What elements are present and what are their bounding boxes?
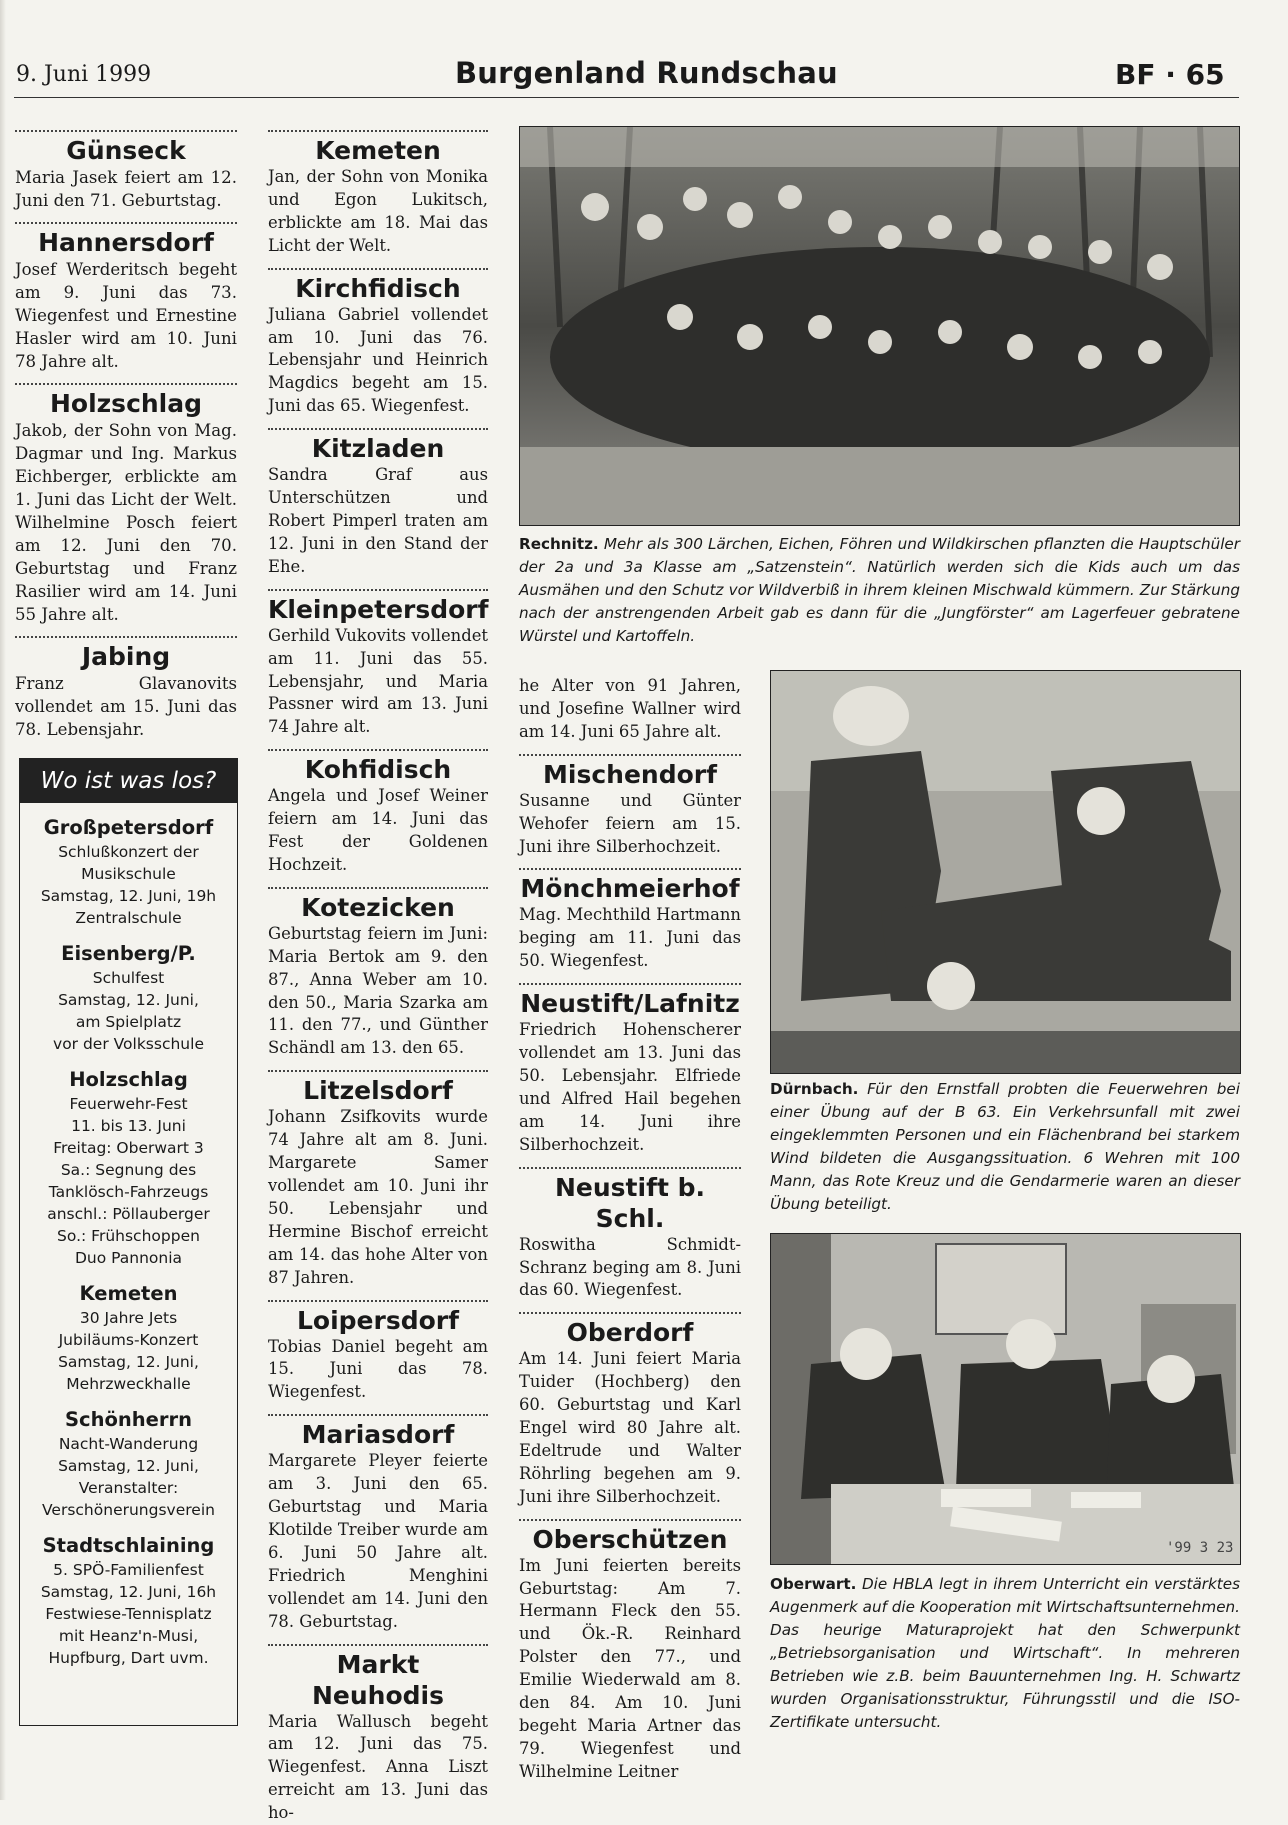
col2-entry [268,749,488,877]
event-line: Feuerwehr-Fest [24,1093,233,1115]
event-line: anschl.: Pöllauberger [24,1203,233,1225]
col1-entry [15,636,237,741]
entry-text: Roswitha Schmidt-Schranz beging am 8. Juni das 60. Wiegenfest. [519,1234,741,1303]
entry-text: Maria Wallusch begeht am 12. Juni das 75. Wiegenfest. Anna Liszt erreicht am 13. Juni das ho- [268,1711,488,1825]
caption-text: Für den Ernstfall probten die Feuerwehren bei einer Übung auf der B 63. Ein Verkehrsunfall mit zwei eingeklemmten Personen und ein Flächenbrand bei starkem Wind bildeten die Ausgangssituation. 6 Wehren mit 100 Mann, das Rote Kreuz und die Gendarmerie waren an dieser Übung beteiligt. [770,1080,1240,1213]
dotted-divider [268,1414,488,1416]
fire-drill-graphic [771,671,1240,1073]
event-item [20,1067,237,1269]
issue-date: 9. Juni 1999 [16,62,151,87]
column-2 [268,120,488,1825]
entry-text: Geburtstag feiern im Juni: Maria Bertok am 9. den 87., Anna Weber am 10. den 50., Maria Szarka am 11. den 77., und Günther Schändl am 13. den 65. [268,923,488,1060]
town-heading: Holzschlag [15,388,237,419]
col2-entry [268,268,488,419]
event-line: Verschönerungsverein [24,1499,233,1521]
col3-entry [519,868,741,973]
event-line: Schlußkonzert der [24,841,233,863]
dotted-divider [268,887,488,889]
town-heading: Oberdorf [519,1317,741,1348]
col2-entry [268,1070,488,1289]
town-heading: Günseck [15,135,237,166]
event-line: Jubiläums-Konzert [24,1329,233,1351]
col2-entry [268,1300,488,1405]
town-heading: Markt Neuhodis [268,1649,488,1711]
town-heading: Mariasdorf [268,1419,488,1450]
event-town: Schönherrn [24,1407,233,1433]
town-heading: Kotezicken [268,892,488,923]
event-town: Holzschlag [24,1067,233,1093]
caption-text: Die HBLA legt in ihrem Unterricht ein verstärktes Augenmerk auf die Kooperation mit Wirtschaftsunternehmen. Das heurige Maturaprojekt hat den Schwerpunkt „Betriebsorganisation und Wirtschaft“. In mehreren Betrieben wie z.B. beim Bauunternehmen Ing. H. Schwartz wurden Organisationsstruktur, Führungsstil und die ISO-Zertifikate untersucht. [770,1575,1240,1731]
entry-text: Franz Glavanovits vollendet am 15. Juni das 78. Lebensjahr. [15,672,237,741]
photo-oberwart-meeting [770,1233,1241,1565]
town-heading: Mischendorf [519,759,741,790]
event-item [20,815,237,929]
town-heading: Kohfidisch [268,754,488,785]
entry-text: Josef Werderitsch begeht am 9. Juni das 73. Wiegenfest und Ernestine Hasler wird am 10. Juni 78 Jahre alt. [15,258,237,373]
dotted-divider [15,636,237,638]
event-town: Kemeten [24,1281,233,1307]
caption-rechnitz [519,533,1240,648]
events-box [19,758,238,1726]
col2-entry [268,887,488,1060]
event-line: Duo Pannonia [24,1247,233,1269]
dotted-divider [268,1300,488,1302]
meeting-photo-graphic [771,1234,1240,1564]
event-line: Hupfburg, Dart uvm. [24,1647,233,1669]
caption-place: Oberwart. [770,1575,856,1593]
header-rule [14,97,1239,98]
dotted-divider [268,428,488,430]
town-heading: Hannersdorf [15,227,237,258]
event-item [20,1533,237,1669]
entry-text: Sandra Graf aus Unterschützen und Robert Pimperl traten am 12. Juni in den Stand der Ehe. [268,464,488,579]
entry-text: Susanne und Günter Wehofer feiern am 15. Juni ihre Silberhochzeit. [519,790,741,859]
caption-place: Rechnitz. [519,535,599,553]
event-line: Festwiese-Tennisplatz [24,1603,233,1625]
caption-oberwart [770,1573,1240,1734]
event-town: Eisenberg/P. [24,941,233,967]
dotted-divider [519,1312,741,1314]
caption-duernbach [770,1078,1240,1216]
event-item [20,1281,237,1395]
col2-entry [268,130,488,258]
town-heading: Kleinpetersdorf [268,594,488,625]
col2-entry [268,428,488,579]
dotted-divider [15,130,237,132]
col2-entry [268,1644,488,1825]
event-line: 30 Jahre Jets [24,1307,233,1329]
event-line: Sa.: Segnung des [24,1159,233,1181]
entry-text: Mag. Mechthild Hartmann beging am 11. Juni das 50. Wiegenfest. [519,904,741,973]
caption-text: Mehr als 300 Lärchen, Eichen, Föhren und Wildkirschen pflanzten die Hauptschüler der 2a und 3a Klasse am „Satzenstein“. Natürlich werden sich die Kids auch um das Ausmähen und den Schutz vor Wildverbiß in ihrem kleinen Mischwald kümmern. Zur Stärkung nach der anstrengenden Arbeit gab es dann für die „Jungförster“ am Lagerfeuer gebratene Würstel und Kartoffeln. [519,535,1240,645]
col1-entry [15,222,237,373]
dotted-divider [519,1519,741,1521]
col3-entry [519,754,741,859]
event-line: Samstag, 12. Juni, [24,1455,233,1477]
entry-text: Im Juni feierten bereits Geburtstag: Am 7. Hermann Fleck den 55. und Ök.-R. Reinhard Polster den 77., und Emilie Wiederwald am 8. den 84. Am 10. Juni begeht Maria Artner das 79. Wiegenfest und Wilhelmine Leitner [519,1555,741,1784]
town-heading: Loipersdorf [268,1305,488,1336]
col2-entry [268,589,488,740]
event-line: Zentralschule [24,907,233,929]
col3-entry [519,983,741,1156]
event-line: 11. bis 13. Juni [24,1115,233,1137]
col1-entry [15,130,237,212]
event-line: So.: Frühschoppen [24,1225,233,1247]
col2-entry [268,1414,488,1633]
entry-text: Maria Jasek feiert am 12. Juni den 71. Geburtstag. [15,166,237,212]
event-item [20,1407,237,1521]
col1-entry [15,383,237,626]
event-line: Veranstalter: [24,1477,233,1499]
event-item [20,941,237,1055]
newspaper-title: Burgenland Rundschau [455,56,838,90]
dotted-divider [268,1070,488,1072]
event-line: Samstag, 12. Juni, 16h [24,1581,233,1603]
column-1 [15,120,237,741]
entry-text: Margarete Pleyer feierte am 3. Juni den 65. Geburtstag und Maria Klotilde Treiber wurde am 6. Juni 50 Jahre alt. Friedrich Menghini vollendet am 14. Juni den 78. Geburtstag. [268,1450,488,1633]
dotted-divider [268,749,488,751]
photo-date-stamp: '99 3 23 [1166,1540,1233,1556]
col3-entry [519,1167,741,1303]
entry-text: Jan, der Sohn von Monika und Egon Lukitsch, erblickte am 18. Mai das Licht der Welt. [268,166,488,258]
photo-rechnitz-students [519,126,1240,526]
col3-entry [519,1312,741,1508]
entry-text: Am 14. Juni feiert Maria Tuider (Hochberg) den 60. Geburtstag und Karl Engel wird 80 Jahre alt. Edeltrude und Walter Röhrling begehen am 9. Juni ihre Silberhochzeit. [519,1348,741,1508]
town-heading: Oberschützen [519,1524,741,1555]
dotted-divider [519,1167,741,1169]
photo-duernbach-firefighters [770,670,1241,1074]
town-heading: Kitzladen [268,433,488,464]
entry-text: Friedrich Hohenscherer vollendet am 13. Juni das 50. Lebensjahr. Elfriede und Alfred Hail begehen am 14. Juni ihre Silberhochzeit. [519,1019,741,1156]
town-heading: Neustift b. Schl. [519,1172,741,1234]
town-heading: Jabing [15,641,237,672]
event-line: Schulfest [24,967,233,989]
event-line: Samstag, 12. Juni, [24,989,233,1011]
continued-text: he Alter von 91 Jahren, und Josefine Wallner wird am 14. Juni 65 Jahre alt. [519,675,741,744]
dotted-divider [268,130,488,132]
town-heading: Mönchmeierhof [519,873,741,904]
entry-text: Tobias Daniel begeht am 15. Juni das 78. Wiegenfest. [268,1336,488,1405]
page-edge [0,0,6,1800]
dotted-divider [268,268,488,270]
town-heading: Litzelsdorf [268,1075,488,1106]
event-line: Nacht-Wanderung [24,1433,233,1455]
town-heading: Kemeten [268,135,488,166]
event-town: Stadtschlaining [24,1533,233,1559]
dotted-divider [15,383,237,385]
entry-text: Juliana Gabriel vollendet am 10. Juni das 76. Lebensjahr und Heinrich Magdics begeht am 15. Juni das 65. Wiegenfest. [268,304,488,419]
town-heading: Neustift/Lafnitz [519,988,741,1019]
event-line: vor der Volksschule [24,1033,233,1055]
dotted-divider [519,868,741,870]
event-line: Samstag, 12. Juni, 19h [24,885,233,907]
caption-place: Dürnbach. [770,1080,858,1098]
entry-text: Johann Zsifkovits wurde 74 Jahre alt am 8. Juni. Margarete Samer vollendet am 10. Juni ihr 50. Lebensjahr und Hermine Bischof erreicht am 14. das hohe Alter von 87 Jahren. [268,1106,488,1289]
column-3 [519,675,741,1784]
event-line: Samstag, 12. Juni, [24,1351,233,1373]
col3-entry [519,1519,741,1784]
event-line: Tanklösch-Fahrzeugs [24,1181,233,1203]
event-line: Musikschule [24,863,233,885]
dotted-divider [268,1644,488,1646]
dotted-divider [268,589,488,591]
town-heading: Kirchfidisch [268,273,488,304]
dotted-divider [519,983,741,985]
event-line: 5. SPÖ-Familienfest [24,1559,233,1581]
entry-text: Gerhild Vukovits vollendet am 11. Juni das 55. Lebensjahr, und Maria Passner wird am 13. Juni 74 Jahre alt. [268,625,488,740]
event-line: Mehrzweckhalle [24,1373,233,1395]
dotted-divider [15,222,237,224]
event-line: am Spielplatz [24,1011,233,1033]
entry-text: Angela und Josef Weiner feiern am 14. Juni das Fest der Goldenen Hochzeit. [268,785,488,877]
events-box-title: Wo ist was los? [20,759,237,803]
group-photo-graphic [520,127,1239,525]
entry-text: Jakob, der Sohn von Mag. Dagmar und Ing. Markus Eichberger, erblickte am 1. Juni das Licht der Welt. Wilhelmine Posch feiert am 12. Juni den 70. Geburtstag und Franz Rasilier wird am 14. Juni 55 Jahre alt. [15,419,237,626]
page-number: BF · 65 [1115,58,1225,91]
event-town: Großpetersdorf [24,815,233,841]
event-line: mit Heanz'n-Musi, [24,1625,233,1647]
event-line: Freitag: Oberwart 3 [24,1137,233,1159]
dotted-divider [519,754,741,756]
